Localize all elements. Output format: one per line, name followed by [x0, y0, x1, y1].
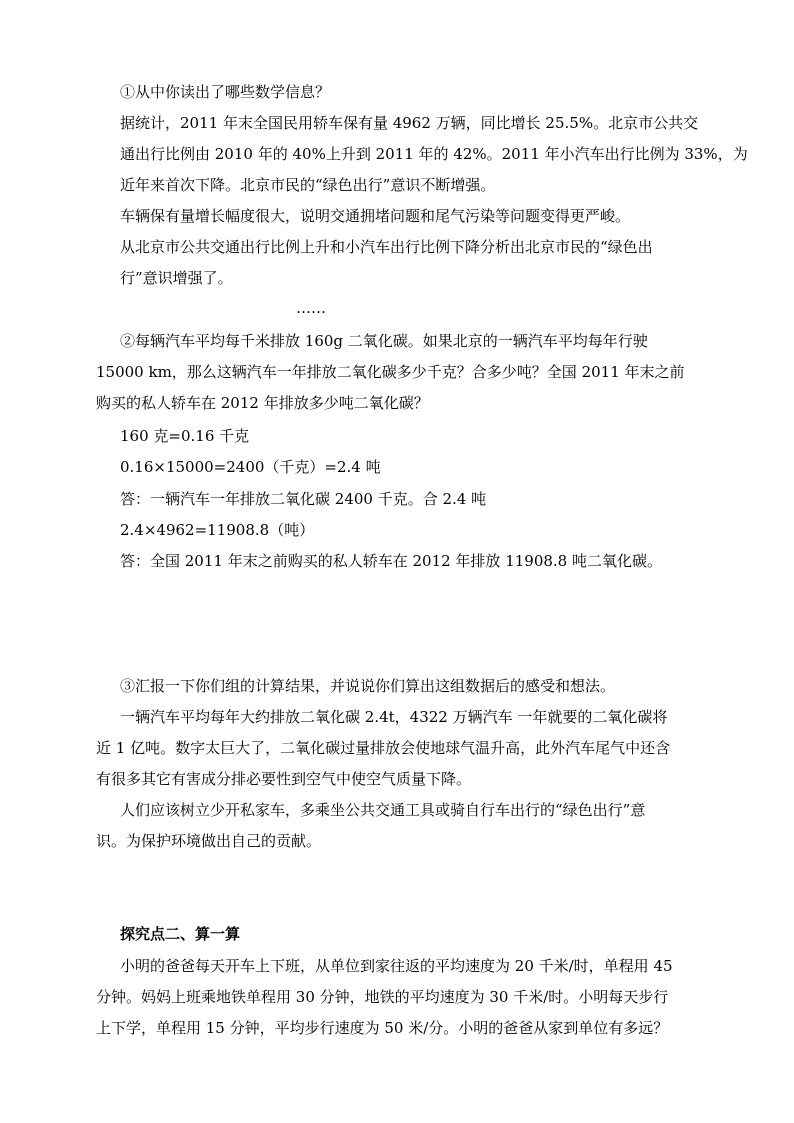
- question-2-line: 15000 km，那么这辆汽车一年排放二氧化碳多少千克？合多少吨？全国 2011 年末之前: [96, 363, 685, 381]
- paragraph-line: 有很多其它有害成分排必要性到空气中使空气质量下降。: [96, 770, 472, 788]
- calculation-line: 2.4×4962=11908.8（吨）: [120, 521, 315, 539]
- paragraph-line: 小明的爸爸每天开车上下班，从单位到家往返的平均速度为 20 千米/时，单程用 45: [120, 957, 673, 975]
- paragraph-line: 近年来首次下降。北京市民的“绿色出行”意识不断增强。: [120, 176, 496, 194]
- paragraph-line: 一辆汽车平均每年大约排放二氧化碳 2.4t，4322 万辆汽车 一年就要的二氧化碳将: [120, 708, 668, 726]
- ellipsis: ……: [296, 299, 326, 317]
- answer-line: 答：全国 2011 年末之前购买的私人轿车在 2012 年排放 11908.8 吨二氧化碳。: [120, 552, 662, 570]
- answer-line: 答：一辆汽车一年排放二氧化碳 2400 千克。合 2.4 吨: [120, 490, 487, 508]
- calculation-line: 160 克=0.16 千克: [120, 427, 250, 445]
- paragraph-line: 从北京市公共交通出行比例上升和小汽车出行比例下降分析出北京市民的“绿色出: [120, 238, 653, 256]
- paragraph-line: 人们应该树立少开私家车，多乘坐公共交通工具或骑自行车出行的“绿色出行”意: [120, 801, 646, 819]
- paragraph-line: 上下学，单程用 15 分钟，平均步行速度为 50 米/分。小明的爸爸从家到单位有多远？: [96, 1019, 669, 1037]
- paragraph-line: 通出行比例由 2010 年的 40%上升到 2011 年的 42%。2011 年小汽车出行比例为 33%，为: [120, 145, 748, 163]
- paragraph-line: 近 1 亿吨。数字太巨大了，二氧化碳过量排放会使地球气温升高，此外汽车尾气中还含: [96, 739, 671, 757]
- question-1: ①从中你读出了哪些数学信息？: [120, 83, 331, 101]
- paragraph-line: 分钟。妈妈上班乘地铁单程用 30 分钟，地铁的平均速度为 30 千米/时。小明每天步行: [96, 988, 669, 1006]
- question-3: ③汇报一下你们组的计算结果，并说说你们算出这组数据后的感受和想法。: [120, 677, 616, 695]
- calculation-line: 0.16×15000=2400（千克）=2.4 吨: [120, 458, 381, 476]
- question-2: ②每辆汽车平均每千米排放 160g 二氧化碳。如果北京的一辆汽车平均每年行驶: [120, 332, 648, 350]
- paragraph-line: 行”意识增强了。: [120, 269, 233, 287]
- question-2-line: 购买的私人轿车在 2012 年排放多少吨二氧化碳？: [96, 394, 429, 412]
- paragraph-line: 识。为保护环境做出自己的贡献。: [96, 832, 322, 850]
- paragraph-line: 车辆保有量增长幅度很大，说明交通拥堵问题和尾气污染等问题变得更严峻。: [120, 207, 631, 225]
- section-heading: 探究点二、算一算: [120, 925, 241, 943]
- paragraph-line: 据统计，2011 年末全国民用轿车保有量 4962 万辆，同比增长 25.5%。北京市公共交: [120, 114, 699, 132]
